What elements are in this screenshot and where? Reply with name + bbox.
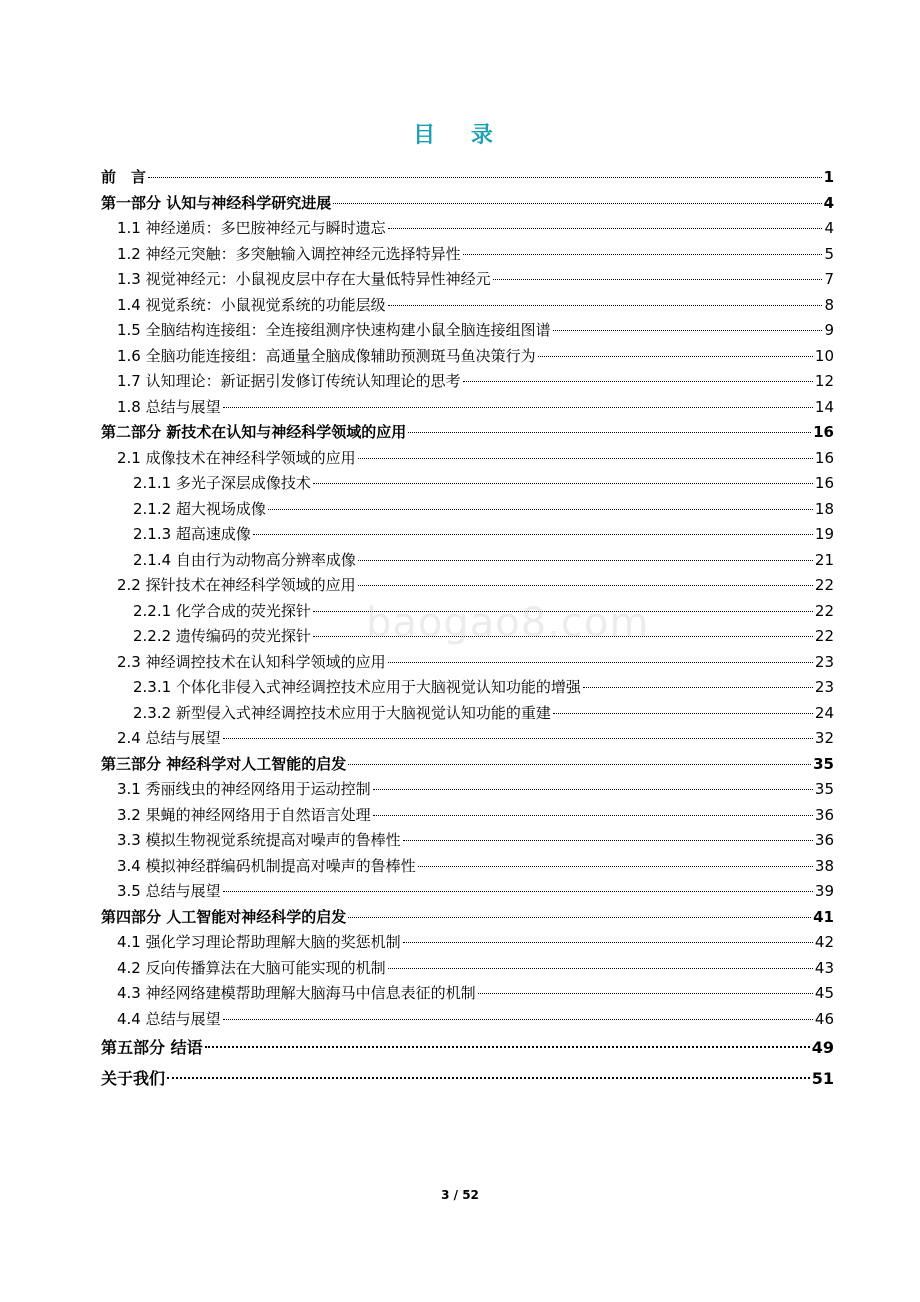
toc-entry[interactable] [101, 497, 834, 523]
toc-entry[interactable] [101, 1063, 834, 1094]
toc-entry-title: 3.2 果蝇的神经网络用于自然语言处理 [117, 805, 371, 824]
toc-entry[interactable] [101, 905, 834, 931]
toc-entry-page-number: 24 [814, 703, 834, 722]
toc-dot-leader [348, 917, 811, 918]
toc-entry-title: 3.1 秀丽线虫的神经网络用于运动控制 [117, 780, 371, 798]
toc-dot-leader [403, 942, 813, 943]
toc-dot-leader [373, 789, 813, 790]
toc-dot-leader [388, 662, 813, 663]
toc-entry-title: 4.1 强化学习理论帮助理解大脑的奖惩机制 [117, 933, 401, 951]
toc-entry-title: 2.1.1 多光子深层成像技术 [133, 474, 311, 492]
toc-dot-leader [333, 203, 821, 204]
toc-entry-page-number: 8 [824, 295, 834, 314]
toc-entry-page-number: 35 [814, 780, 834, 798]
toc-entry-page-number: 32 [814, 729, 834, 747]
current-page-number: 3 [441, 1188, 450, 1202]
toc-dot-leader [403, 840, 813, 841]
toc-entry-page-number: 41 [813, 907, 834, 926]
toc-entry-page-number: 36 [814, 805, 834, 824]
toc-dot-leader [463, 381, 813, 382]
toc-entry-page-number: 19 [814, 525, 834, 543]
toc-entry[interactable] [101, 956, 834, 982]
toc-entry[interactable] [101, 242, 834, 268]
toc-entry[interactable] [101, 369, 834, 395]
toc-entry[interactable] [101, 854, 834, 880]
toc-entry[interactable] [101, 879, 834, 905]
toc-entry-page-number: 4 [823, 193, 834, 212]
page-title: 目 录 [413, 123, 507, 148]
toc-entry-page-number: 22 [814, 627, 834, 645]
toc-dot-leader [253, 534, 813, 535]
toc-entry-title: 2.3.2 新型侵入式神经调控技术应用于大脑视觉认知功能的重建 [133, 703, 551, 722]
toc-entry[interactable] [101, 650, 834, 676]
toc-dot-leader [223, 891, 813, 892]
toc-entry[interactable] [101, 548, 834, 574]
toc-entry[interactable] [101, 191, 834, 217]
toc-entry-page-number: 10 [814, 346, 834, 365]
toc-entry[interactable] [101, 981, 834, 1007]
toc-dot-leader [463, 254, 823, 255]
toc-entry-title: 2.3.1 个体化非侵入式神经调控技术应用于大脑视觉认知功能的增强 [133, 678, 581, 696]
toc-entry-title: 4.3 神经网络建模帮助理解大脑海马中信息表征的机制 [117, 984, 476, 1002]
toc-entry[interactable] [101, 828, 834, 854]
toc-entry-title: 1.7 认知理论：新证据引发修订传统认知理论的思考 [117, 372, 461, 390]
toc-entry-title: 第二部分 新技术在认知与神经科学领域的应用 [101, 423, 407, 441]
toc-dot-leader [205, 1046, 810, 1048]
toc-dot-leader [478, 993, 813, 994]
toc-entry[interactable] [101, 777, 834, 803]
toc-entry-page-number: 51 [811, 1069, 834, 1088]
toc-entry[interactable] [101, 420, 834, 446]
toc-entry[interactable] [101, 471, 834, 497]
toc-entry-title: 1.5 全脑结构连接组：全连接组测序快速构建小鼠全脑连接组图谱 [117, 321, 551, 339]
toc-entry-title: 第五部分 结语 [101, 1038, 203, 1057]
toc-entry-title: 2.1.4 自由行为动物高分辨率成像 [133, 550, 356, 569]
toc-entry-page-number: 5 [824, 244, 834, 263]
toc-dot-leader [358, 458, 813, 459]
toc-entry-page-number: 36 [814, 831, 834, 849]
toc-entry[interactable] [101, 701, 834, 727]
toc-entry[interactable] [101, 267, 834, 293]
toc-dot-leader [553, 330, 823, 331]
toc-entry-page-number: 16 [814, 474, 834, 492]
toc-entry[interactable] [101, 446, 834, 472]
table-of-contents [101, 165, 834, 1094]
toc-entry-title: 1.3 视觉神经元：小鼠视皮层中存在大量低特异性神经元 [117, 270, 491, 288]
toc-entry-title: 2.1.2 超大视场成像 [133, 499, 266, 518]
toc-entry-page-number: 23 [814, 652, 834, 671]
page-footer [0, 1188, 920, 1202]
watermark: baogao8.com [366, 600, 650, 646]
toc-entry-title: 3.5 总结与展望 [117, 882, 221, 900]
toc-entry[interactable] [101, 752, 834, 778]
toc-entry-title: 1.1 神经递质：多巴胺神经元与瞬时遗忘 [117, 219, 386, 237]
toc-entry-page-number: 43 [814, 958, 834, 977]
toc-dot-leader [388, 228, 823, 229]
toc-dot-leader [388, 968, 813, 969]
toc-entry[interactable] [101, 395, 834, 421]
toc-dot-leader [223, 407, 813, 408]
toc-entry-title: 3.4 模拟神经群编码机制提高对噪声的鲁棒性 [117, 856, 416, 875]
toc-entry-page-number: 45 [814, 984, 834, 1002]
toc-entry-page-number: 38 [814, 856, 834, 875]
toc-entry-page-number: 7 [824, 270, 834, 288]
toc-entry-page-number: 16 [813, 423, 834, 441]
toc-entry-title: 3.3 模拟生物视觉系统提高对噪声的鲁棒性 [117, 831, 401, 849]
toc-dot-leader [373, 815, 813, 816]
toc-entry-title: 第一部分 认知与神经科学研究进展 [101, 193, 332, 212]
toc-entry-title: 1.2 神经元突触：多突触输入调控神经元选择特异性 [117, 244, 461, 263]
toc-dot-leader [313, 611, 813, 612]
toc-dot-leader [148, 177, 822, 178]
toc-dot-leader [358, 585, 813, 586]
toc-entry-title: 1.6 全脑功能连接组：高通量全脑成像辅助预测斑马鱼决策行为 [117, 346, 536, 365]
toc-entry-title: 1.8 总结与展望 [117, 397, 221, 416]
toc-dot-leader [348, 764, 811, 765]
toc-entry-page-number: 12 [814, 372, 834, 390]
toc-entry-page-number: 16 [814, 448, 834, 467]
toc-entry-page-number: 35 [813, 754, 834, 773]
toc-entry-page-number: 22 [814, 601, 834, 620]
toc-entry-page-number: 18 [814, 499, 834, 518]
toc-entry-title: 4.2 反向传播算法在大脑可能实现的机制 [117, 958, 386, 977]
toc-entry-page-number: 46 [814, 1009, 834, 1028]
toc-entry-page-number: 22 [814, 576, 834, 594]
toc-entry-title: 2.2.1 化学合成的荧光探针 [133, 601, 311, 620]
toc-entry-page-number: 49 [811, 1038, 834, 1057]
toc-dot-leader [388, 305, 823, 306]
toc-entry[interactable] [101, 318, 834, 344]
toc-entry[interactable] [101, 293, 834, 319]
toc-dot-leader [493, 279, 823, 280]
toc-dot-leader [268, 509, 813, 510]
page-separator: / [453, 1188, 459, 1202]
toc-dot-leader [223, 738, 813, 739]
toc-entry[interactable] [101, 1032, 834, 1063]
toc-entry[interactable] [101, 726, 834, 752]
toc-entry-title: 前 言 [101, 168, 147, 186]
toc-entry[interactable] [101, 1007, 834, 1033]
toc-dot-leader [538, 356, 813, 357]
toc-entry-page-number: 23 [814, 678, 834, 696]
toc-dot-leader [583, 687, 813, 688]
toc-entry-title: 2.2.2 遗传编码的荧光探针 [133, 627, 311, 645]
toc-entry[interactable] [101, 930, 834, 956]
toc-dot-leader [418, 866, 813, 867]
toc-dot-leader [408, 432, 811, 433]
toc-dot-leader [553, 713, 813, 714]
toc-entry[interactable] [101, 522, 834, 548]
toc-entry-title: 2.1 成像技术在神经科学领域的应用 [117, 448, 356, 467]
toc-dot-leader [223, 1019, 813, 1020]
toc-entry[interactable] [101, 624, 834, 650]
toc-dot-leader [167, 1077, 810, 1079]
toc-entry[interactable] [101, 803, 834, 829]
toc-entry-page-number: 21 [814, 550, 834, 569]
toc-entry-title: 4.4 总结与展望 [117, 1009, 221, 1028]
toc-dot-leader [358, 560, 813, 561]
toc-entry-title: 关于我们 [101, 1069, 166, 1088]
toc-entry-page-number: 42 [814, 933, 834, 951]
toc-entry[interactable] [101, 599, 834, 625]
toc-entry-title: 2.1.3 超高速成像 [133, 525, 251, 543]
toc-entry[interactable] [101, 675, 834, 701]
toc-dot-leader [313, 483, 813, 484]
toc-entry[interactable] [101, 344, 834, 370]
toc-entry[interactable] [101, 573, 834, 599]
toc-entry-title: 2.4 总结与展望 [117, 729, 221, 747]
toc-entry-page-number: 39 [814, 882, 834, 900]
toc-entry-page-number: 4 [824, 219, 834, 237]
toc-entry-title: 第四部分 人工智能对神经科学的启发 [101, 907, 347, 926]
toc-entry[interactable] [101, 165, 834, 191]
toc-entry-title: 2.3 神经调控技术在认知科学领域的应用 [117, 652, 386, 671]
toc-dot-leader [313, 636, 813, 637]
toc-entry-title: 2.2 探针技术在神经科学领域的应用 [117, 576, 356, 594]
toc-entry-page-number: 9 [824, 321, 834, 339]
toc-entry-title: 第三部分 神经科学对人工智能的启发 [101, 754, 347, 773]
toc-entry-page-number: 1 [823, 168, 834, 186]
toc-entry[interactable] [101, 216, 834, 242]
toc-entry-page-number: 14 [814, 397, 834, 416]
total-page-count: 52 [462, 1188, 479, 1202]
toc-entry-title: 1.4 视觉系统：小鼠视觉系统的功能层级 [117, 295, 386, 314]
